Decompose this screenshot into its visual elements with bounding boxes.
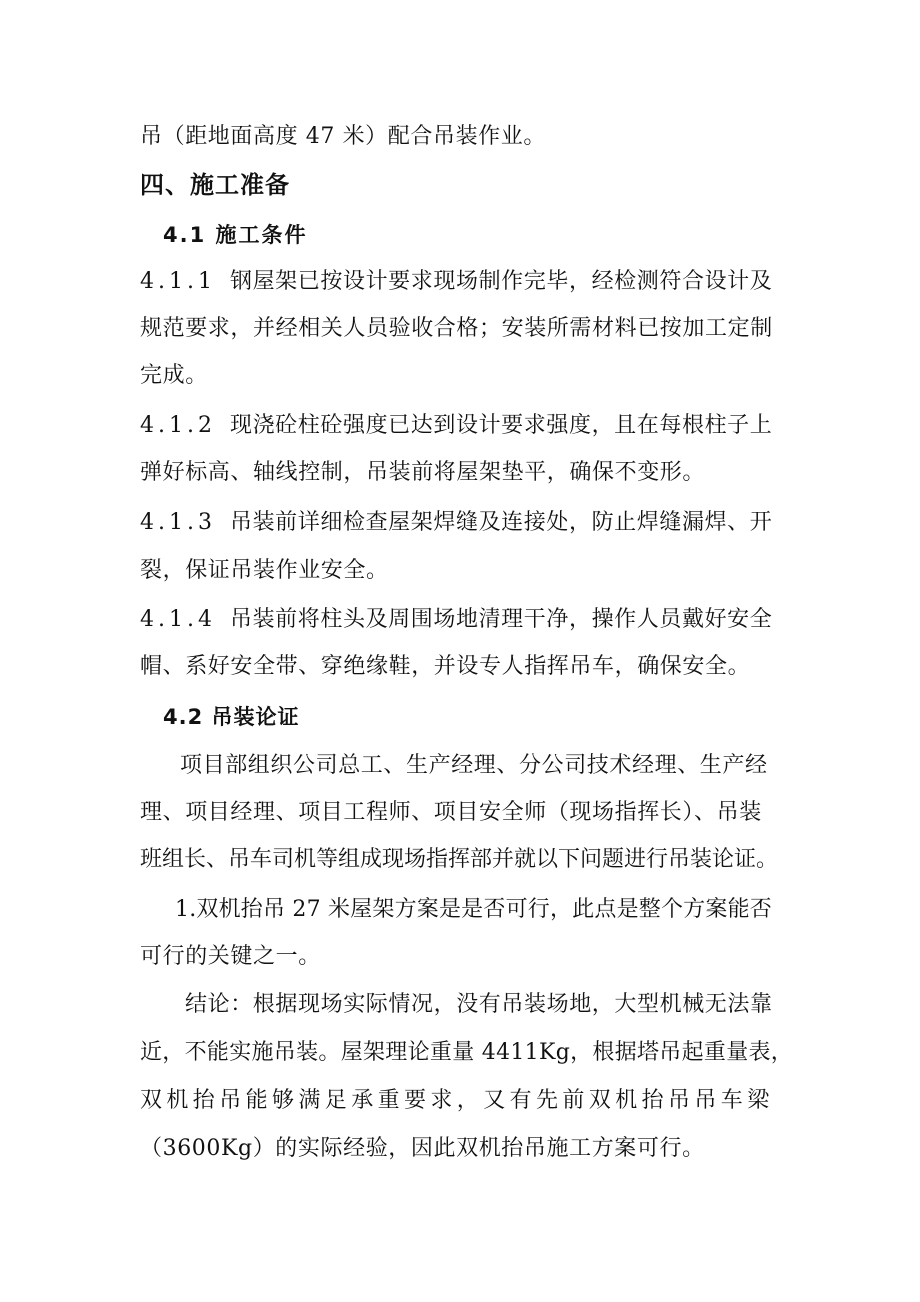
- item-number: 4.1.1: [140, 269, 216, 294]
- item-number: 4.1.4: [140, 607, 216, 632]
- item-text: 现浇砼柱砼强度已达到设计要求强度，且在每根柱子上: [229, 413, 773, 438]
- paragraph-line: 结论：根据现场实际情况，没有吊装场地，大型机械无法靠: [185, 992, 773, 1017]
- paragraph-line: 弹好标高、轴线控制，吊装前将屋架垫平，确保不变形。: [140, 460, 706, 485]
- item-text: 吊装前详细检查屋架焊缝及连接处，防止焊缝漏焊、开: [229, 510, 773, 535]
- item-line: [140, 411, 800, 441]
- item-line: [140, 267, 800, 297]
- item-text: 钢屋架已按设计要求现场制作完毕，经检测符合设计及: [229, 269, 773, 294]
- paragraph-line: 可行的关键之一。: [140, 944, 321, 969]
- paragraph-line: 近，不能实施吊装。屋架理论重量 4411Kg，根据塔吊起重量表，: [140, 1040, 794, 1065]
- item-number: 4.1.3: [140, 510, 216, 535]
- paragraph-line: 帽、系好安全带、穿绝缘鞋，并设专人指挥吊车，确保安全。: [140, 654, 751, 679]
- item-line: [140, 508, 800, 538]
- item-number: 4.1.2: [140, 413, 216, 438]
- paragraph-line: 双机抬吊能够满足承重要求，又有先前双机抬吊吊车梁: [140, 1088, 774, 1113]
- subsection-heading: 4.2 吊装论证: [163, 705, 300, 729]
- paragraph-line: 项目部组织公司总工、生产经理、分公司技术经理、生产经: [180, 753, 768, 778]
- item-text: 吊装前将柱头及周围场地清理干净，操作人员戴好安全: [229, 607, 773, 632]
- paragraph-line: 吊（距地面高度 47 米）配合吊装作业。: [140, 124, 546, 149]
- subsection-heading: 4.1 施工条件: [163, 223, 308, 247]
- paragraph-line: 1.双机抬吊 27 米屋架方案是是否可行，此点是整个方案能否: [175, 897, 772, 922]
- paragraph-line: 理、项目经理、项目工程师、项目安全师（现场指挥长）、吊装: [140, 800, 762, 825]
- paragraph-line: 完成。: [140, 363, 208, 388]
- paragraph-line: （3600Kg）的实际经验，因此双机抬吊施工方案可行。: [140, 1136, 705, 1161]
- paragraph-line: 班组长、吊车司机等组成现场指挥部并就以下问题进行吊装论证。: [140, 847, 779, 872]
- paragraph-line: 规范要求，并经相关人员验收合格；安装所需材料已按加工定制: [140, 316, 773, 341]
- paragraph-line: 裂，保证吊装作业安全。: [140, 558, 389, 583]
- section-heading: 四、施工准备: [140, 171, 290, 199]
- item-line: [140, 605, 800, 635]
